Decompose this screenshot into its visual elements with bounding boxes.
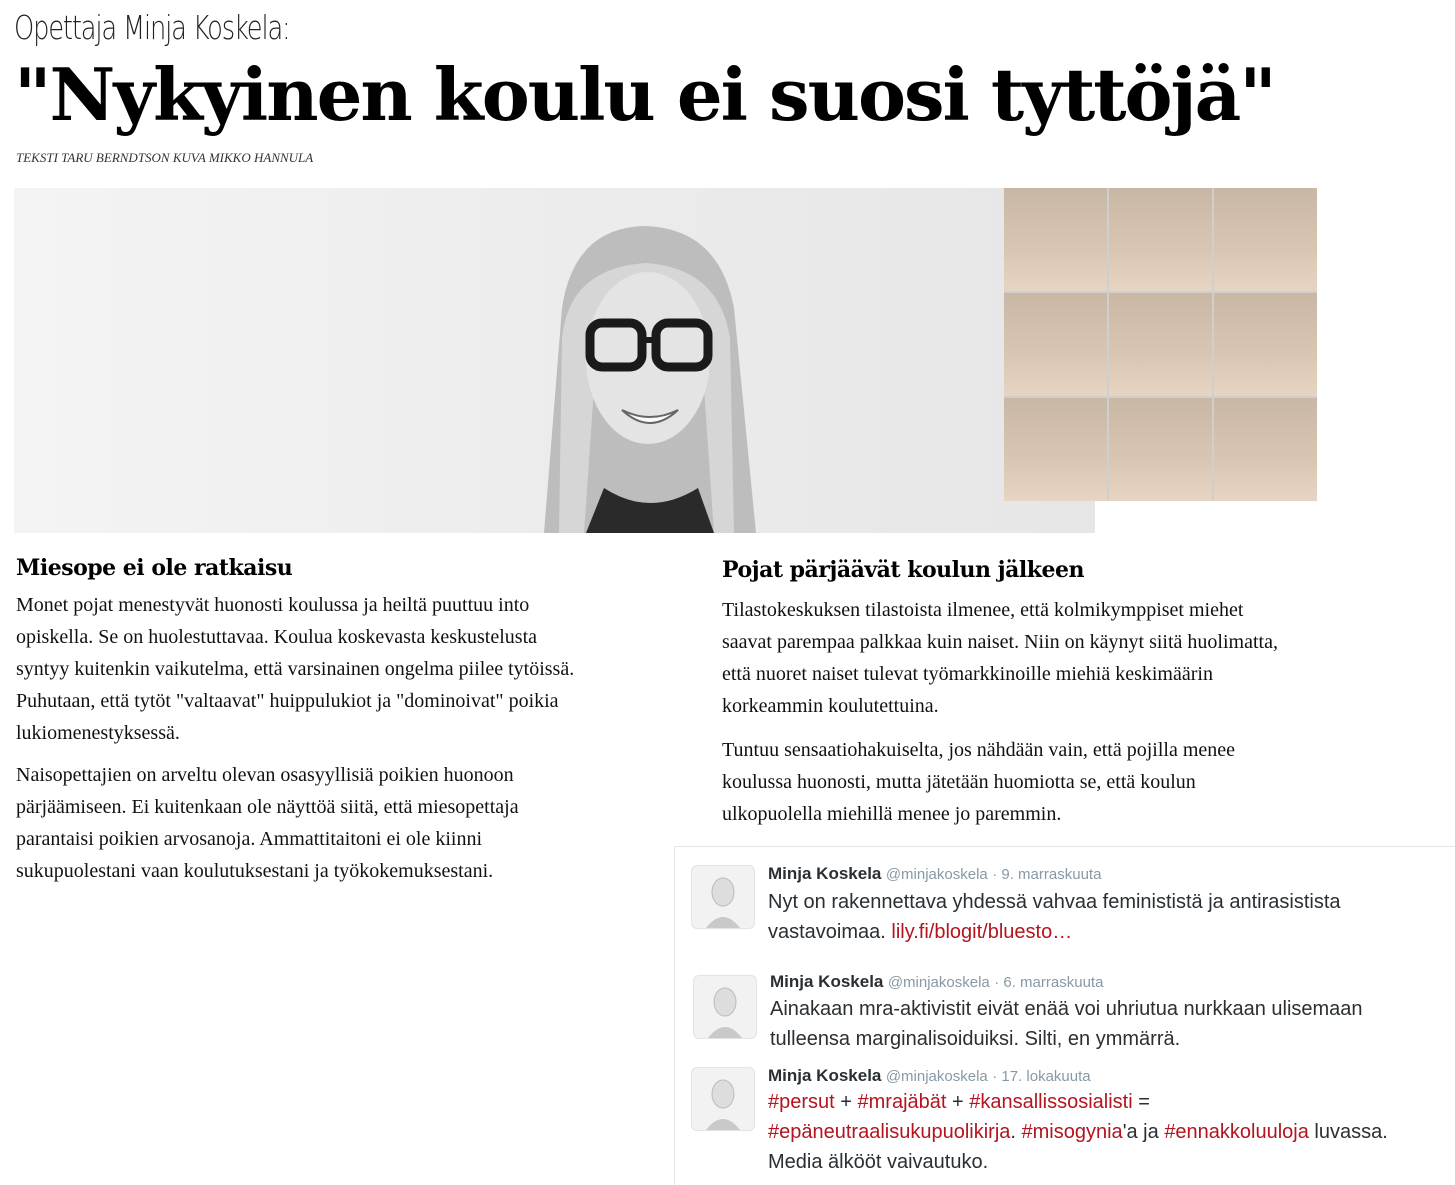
tweet-connector: =: [1132, 1091, 1150, 1113]
tweet-connector: +: [946, 1091, 970, 1113]
tweet[interactable]: [675, 847, 1455, 959]
tweet-line: tulleensa marginalisoiduiksi. Silti, en ymmärrä.: [770, 1028, 1181, 1050]
collage-frame: [1109, 188, 1212, 291]
tweet-date[interactable]: · 6. marraskuuta: [994, 974, 1104, 991]
tweet-line-text: vastavoimaa.: [768, 921, 892, 943]
article-headline: "Nykyinen koulu ei suosi tyttöjä": [14, 52, 1275, 137]
tweet-header: [770, 972, 1103, 992]
tweet-connector: luvassa.: [1308, 1121, 1388, 1143]
tweet-line: [768, 1117, 1448, 1147]
avatar[interactable]: [693, 975, 757, 1039]
text-line: pärjäämiseen. Ei kuitenkaan ole näyttöä siitä, että miesopettaja: [16, 796, 519, 818]
text-line: Tuntuu sensaatiohakuiselta, jos nähdään vain, että pojilla menee: [722, 739, 1236, 761]
collage-frame: [1214, 398, 1317, 501]
text-line: Puhutaan, että tytöt "valtaavat" huippulukiot ja "dominoivat" poikia: [16, 690, 559, 712]
tweet-line: Ainakaan mra-aktivistit eivät enää voi uhriutua nurkkaan ulisemaan: [770, 998, 1363, 1020]
collage-frame: [1214, 293, 1317, 396]
tweet-header: [768, 864, 1101, 884]
tweet-author-name[interactable]: Minja Koskela: [770, 972, 884, 991]
article-kicker: Opettaja Minja Koskela:: [14, 8, 290, 47]
tweet-line: Media älkööt vaivautuko.: [768, 1151, 989, 1173]
text-line: Naisopettajien on arveltu olevan osasyyllisiä poikien huonoon: [16, 764, 514, 786]
text-line: lukiomenestyksessä.: [16, 722, 180, 744]
tweet[interactable]: [675, 1053, 1455, 1185]
hashtag[interactable]: #ennakkoluuloja: [1164, 1121, 1309, 1143]
collage-frame: [1004, 188, 1107, 291]
right-paragraph-1: [722, 594, 1422, 722]
article-byline: TEKSTI TARU BERNDTSON KUVA MIKKO HANNULA: [16, 150, 314, 165]
text-line: että nuoret naiset tulevat työmarkkinoille miehiä keskimäärin: [722, 663, 1213, 685]
text-line: ulkopuolella miehillä menee jo paremmin.: [722, 803, 1062, 825]
tweet-date[interactable]: · 9. marraskuuta: [992, 866, 1102, 883]
tweet-connector: .: [1010, 1121, 1022, 1143]
text-line: sukupuolestani vaan koulutuksestani ja työkokemuksestani.: [16, 860, 494, 882]
text-line: koulussa huonosti, mutta jätetään huomiotta se, että koulun: [722, 771, 1196, 793]
video-frames-collage: [1004, 188, 1317, 501]
text-line: saavat parempaa palkkaa kuin naiset. Niin on käynyt siitä huolimatta,: [722, 631, 1278, 653]
avatar[interactable]: [691, 1067, 755, 1131]
left-paragraph-2: [16, 759, 691, 887]
collage-frame: [1109, 293, 1212, 396]
tweet-text: [770, 994, 1450, 1054]
collage-frame: [1004, 293, 1107, 396]
collage-frame: [1109, 398, 1212, 501]
tweet-link[interactable]: lily.fi/blogit/bluesto…: [891, 921, 1073, 943]
hashtag[interactable]: #persut: [768, 1091, 835, 1113]
collage-frame: [1214, 188, 1317, 291]
text-line: parantaisi poikien arvosanoja. Ammattitaitoni ei ole kiinni: [16, 828, 483, 850]
tweet-handle[interactable]: @minjakoskela: [887, 974, 990, 991]
tweet-connector: 'a ja: [1122, 1121, 1165, 1143]
text-line: syntyy kuitenkin vaikutelma, että varsinainen ongelma piilee tytöissä.: [16, 658, 575, 680]
hashtag[interactable]: #epäneutraalisukupuolikirja: [768, 1121, 1011, 1143]
tweet-line: Nyt on rakennettava yhdessä vahvaa feminististä ja antirasistista: [768, 891, 1341, 913]
tweet-author-name[interactable]: Minja Koskela: [768, 1066, 882, 1085]
text-line: Tilastokeskuksen tilastoista ilmenee, että kolmikymppiset miehet: [722, 599, 1244, 621]
hashtag[interactable]: #kansallissosialisti: [969, 1091, 1133, 1113]
tweet-line: [768, 917, 1448, 947]
left-section-heading: Miesope ei ole ratkaisu: [16, 555, 293, 581]
tweet-handle[interactable]: @minjakoskela: [885, 1068, 988, 1085]
tweet-connector: +: [834, 1091, 858, 1113]
tweet-author-name[interactable]: Minja Koskela: [768, 864, 882, 883]
hashtag[interactable]: #misogynia: [1021, 1121, 1123, 1143]
tweet-header: [768, 1066, 1091, 1086]
tweet-line: [768, 1087, 1448, 1117]
tweet-list: [674, 846, 1455, 1185]
text-line: Monet pojat menestyvät huonosti koulussa ja heiltä puuttuu into: [16, 594, 530, 616]
right-paragraph-2: [722, 734, 1422, 830]
text-line: opiskella. Se on huolestuttavaa. Koulua koskevasta keskustelusta: [16, 626, 538, 648]
right-section-heading: Pojat pärjäävät koulun jälkeen: [722, 557, 1084, 583]
text-line: korkeammin koulutettuina.: [722, 695, 939, 717]
tweet-text: [768, 1087, 1448, 1177]
hero-portrait-photo: [14, 188, 1095, 533]
avatar[interactable]: [691, 865, 755, 929]
tweet-handle[interactable]: @minjakoskela: [885, 866, 988, 883]
left-paragraph-1: [16, 589, 691, 749]
hashtag[interactable]: #mrajäbät: [857, 1091, 947, 1113]
collage-frame: [1004, 398, 1107, 501]
tweet[interactable]: [675, 959, 1455, 1053]
tweet-date[interactable]: · 17. lokakuuta: [992, 1068, 1091, 1085]
tweet-text: [768, 887, 1448, 947]
